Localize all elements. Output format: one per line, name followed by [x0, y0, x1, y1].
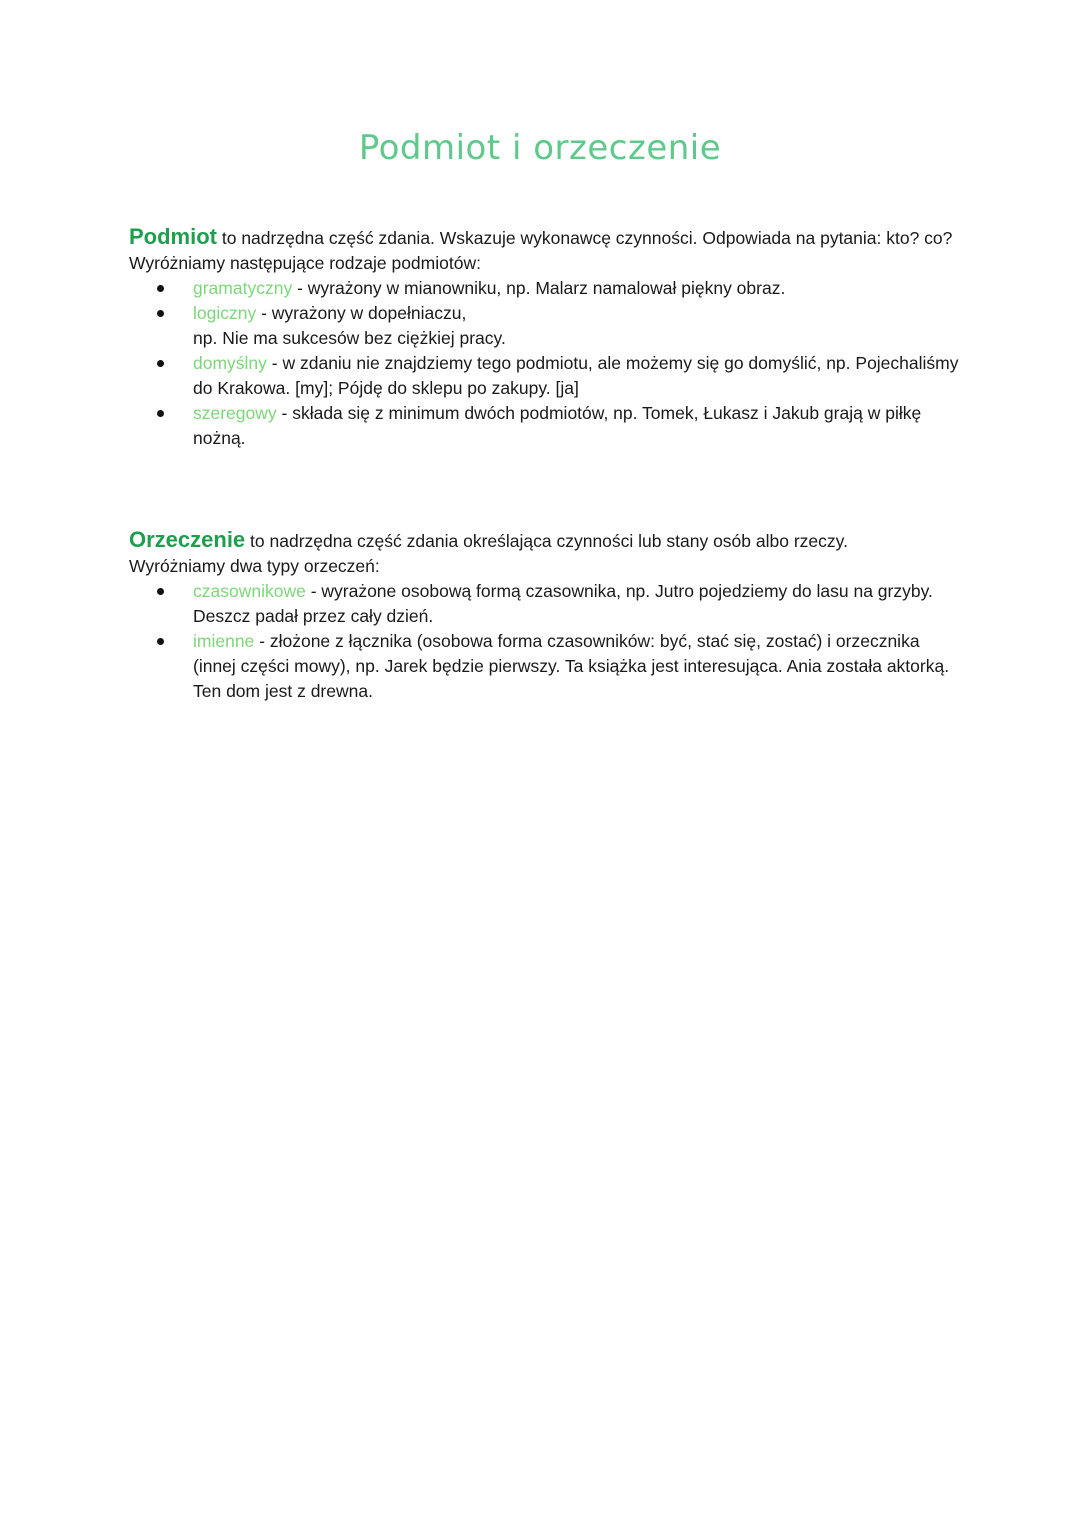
item-description: - w zdaniu nie znajdziemy tego podmiotu, ale możemy się go domyślić, np. Pojechaliśmy do Krakowa. [my]; Pójdę do sklepu po zakupy. [ja] [193, 353, 959, 398]
list-item [129, 579, 959, 629]
orzeczenie-types-list [129, 579, 959, 704]
item-term: czasownikowe [193, 581, 306, 601]
list-item [129, 401, 959, 451]
podmiot-types-list [129, 276, 959, 451]
orzeczenie-definition-text: to nadrzędna część zdania określająca czynności lub stany osób albo rzeczy. [245, 531, 848, 551]
podmiot-definition [129, 224, 959, 251]
item-description: - wyrażony w mianowniku, np. Malarz namalował piękny obraz. [292, 278, 786, 298]
bullet-icon [157, 638, 164, 645]
list-item [129, 276, 959, 301]
page-title: Podmiot i orzeczenie [358, 128, 722, 168]
list-item [129, 301, 959, 351]
orzeczenie-intro: Wyróżniamy dwa typy orzeczeń: [129, 556, 380, 576]
item-term: logiczny [193, 303, 257, 323]
orzeczenie-definition [129, 527, 959, 554]
bullet-icon [157, 360, 164, 367]
podmiot-intro: Wyróżniamy następujące rodzaje podmiotów: [129, 253, 481, 273]
item-term: szeregowy [193, 403, 277, 423]
bullet-icon [157, 588, 164, 595]
bullet-icon [157, 310, 164, 317]
item-term: domyślny [193, 353, 267, 373]
list-item [129, 351, 959, 401]
item-term: imienne [193, 631, 255, 651]
item-description-continued: np. Nie ma sukcesów bez ciężkiej pracy. [193, 328, 506, 348]
item-description: - składa się z minimum dwóch podmiotów, np. Tomek, Łukasz i Jakub grają w piłkę nożną. [193, 403, 922, 448]
item-description: - złożone z łącznika (osobowa forma czasowników: być, stać się, zostać) i orzecznika (innej części mowy), np. Jarek będzie pierwszy. Ta książka jest interesująca. Ania została aktorką. Ten dom jest z drewna. [193, 631, 950, 701]
podmiot-section [129, 224, 959, 451]
item-description: - wyrażone osobową formą czasownika, np. Jutro pojedziemy do lasu na grzyby. Deszcz padał przez cały dzień. [193, 581, 933, 626]
podmiot-definition-text: to nadrzędna część zdania. Wskazuje wykonawcę czynności. Odpowiada na pytania: kto? co? [217, 228, 953, 248]
orzeczenie-term: Orzeczenie [129, 527, 246, 552]
bullet-icon [157, 285, 164, 292]
podmiot-term: Podmiot [129, 224, 217, 249]
item-description: - wyrażony w dopełniaczu, [256, 303, 467, 323]
list-item [129, 629, 959, 704]
item-term: gramatyczny [193, 278, 293, 298]
bullet-icon [157, 410, 164, 417]
orzeczenie-section [129, 527, 959, 704]
